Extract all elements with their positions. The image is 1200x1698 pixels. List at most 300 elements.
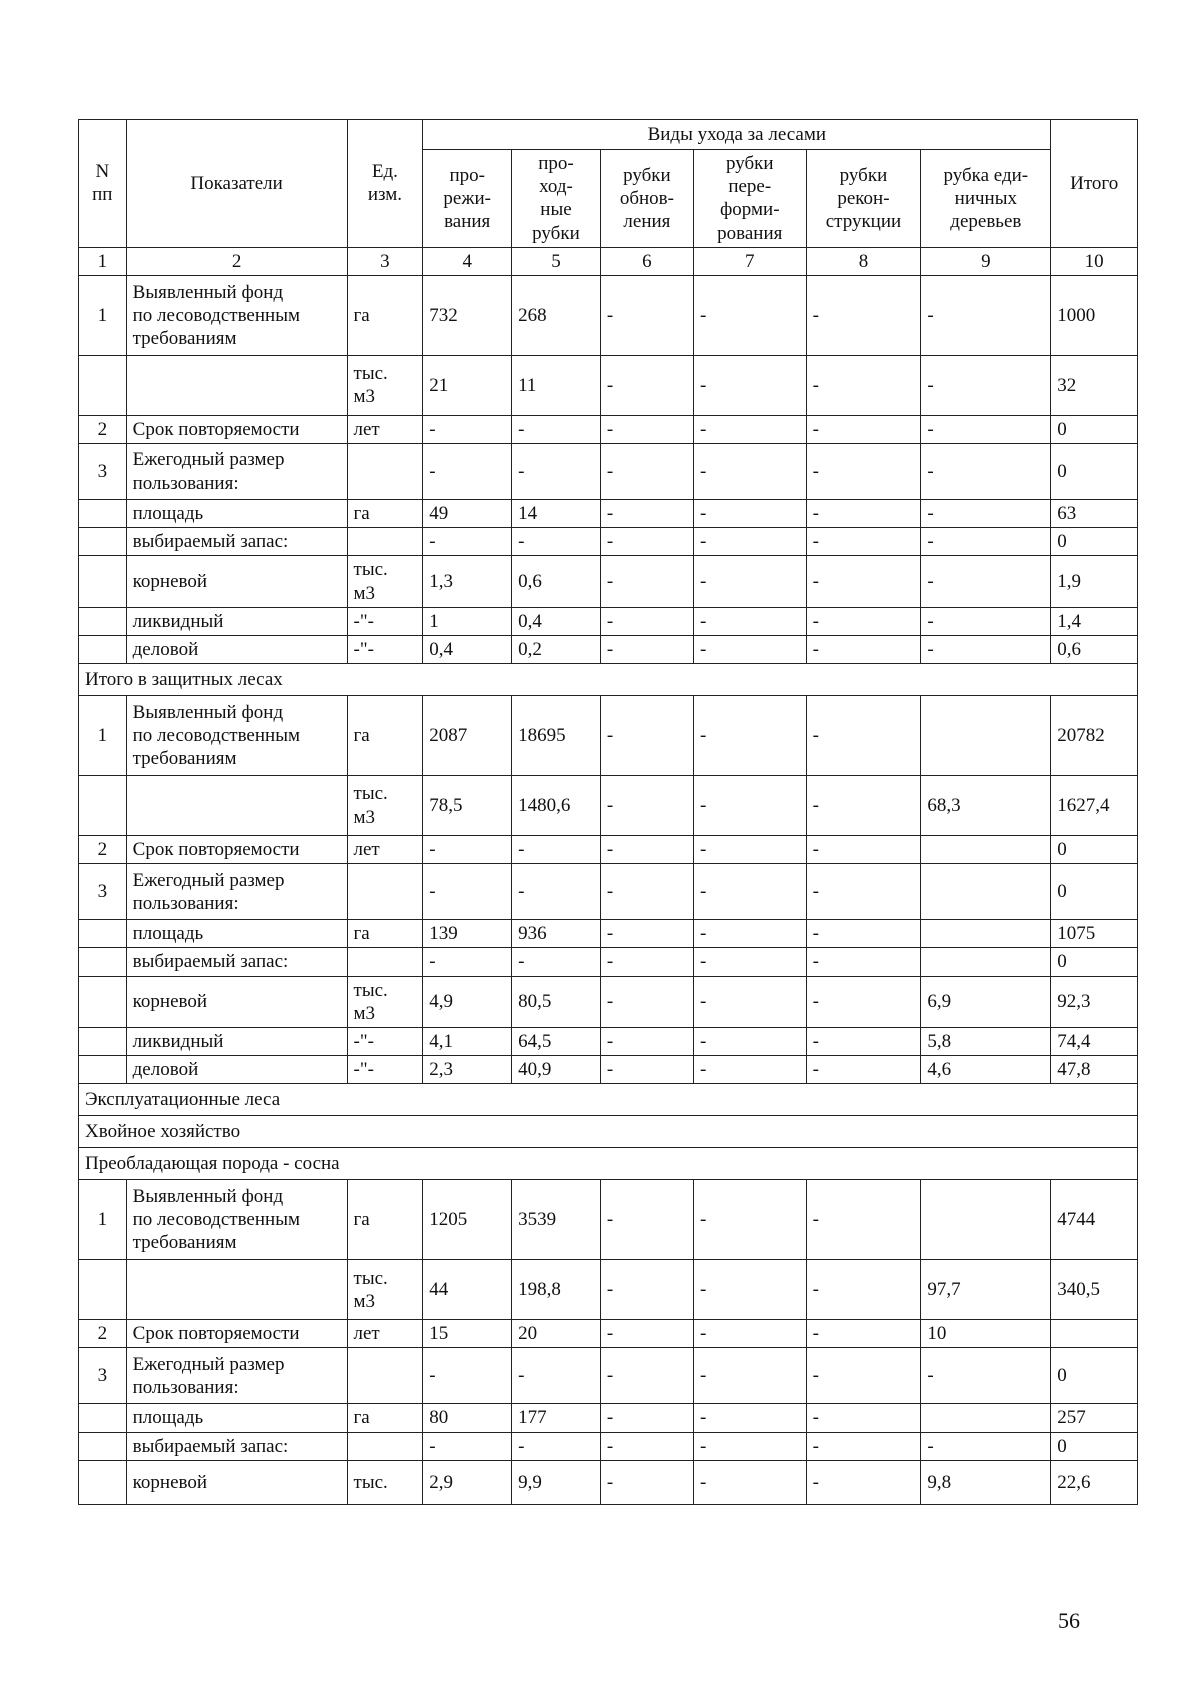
row-unit: га xyxy=(347,275,423,355)
row-number xyxy=(79,776,127,836)
row-total: 1,9 xyxy=(1051,556,1138,607)
row-total: 1075 xyxy=(1051,920,1138,948)
col-number: 3 xyxy=(347,247,423,275)
row-number xyxy=(79,976,127,1027)
row-value: 4,6 xyxy=(921,1056,1051,1084)
row-value: 18695 xyxy=(512,696,601,776)
row-value: - xyxy=(693,1320,806,1348)
row-number: 1 xyxy=(79,696,127,776)
row-label: Выявленный фонд по лесоводственным требованиям xyxy=(126,1180,347,1260)
table-row xyxy=(79,1460,1138,1504)
row-total: 63 xyxy=(1051,500,1138,528)
row-value: - xyxy=(806,976,921,1027)
row-value: 0,2 xyxy=(512,635,601,663)
col-number: 1 xyxy=(79,247,127,275)
header-type: рубки рекон- струкции xyxy=(806,150,921,248)
row-value: - xyxy=(693,1056,806,1084)
row-value: - xyxy=(693,948,806,976)
row-value: - xyxy=(600,1180,693,1260)
row-total: 74,4 xyxy=(1051,1027,1138,1055)
row-value: - xyxy=(806,1320,921,1348)
row-number: 2 xyxy=(79,836,127,864)
row-label: выбираемый запас: xyxy=(126,1432,347,1460)
row-value: - xyxy=(921,1432,1051,1460)
row-value xyxy=(921,836,1051,864)
row-number xyxy=(79,1260,127,1320)
row-number: 1 xyxy=(79,1180,127,1260)
row-value: - xyxy=(693,1348,806,1404)
row-value: - xyxy=(423,1348,512,1404)
row-unit xyxy=(347,948,423,976)
row-label: выбираемый запас: xyxy=(126,948,347,976)
row-value: 80,5 xyxy=(512,976,601,1027)
row-value: - xyxy=(600,1260,693,1320)
row-value: - xyxy=(693,275,806,355)
row-value: - xyxy=(921,556,1051,607)
row-number xyxy=(79,556,127,607)
row-value: - xyxy=(693,1027,806,1055)
row-unit: лет xyxy=(347,415,423,443)
row-value: - xyxy=(693,920,806,948)
row-label: Срок повторяемости xyxy=(126,1320,347,1348)
row-value: - xyxy=(806,948,921,976)
row-number xyxy=(79,1460,127,1504)
row-value: - xyxy=(693,1460,806,1504)
row-value: 2,3 xyxy=(423,1056,512,1084)
row-value: - xyxy=(806,1460,921,1504)
row-number xyxy=(79,920,127,948)
row-value: - xyxy=(693,1432,806,1460)
row-number xyxy=(79,500,127,528)
row-unit xyxy=(347,864,423,920)
row-value: - xyxy=(512,444,601,500)
row-number xyxy=(79,948,127,976)
row-value: - xyxy=(600,635,693,663)
row-label: площадь xyxy=(126,500,347,528)
row-value: - xyxy=(512,415,601,443)
row-number xyxy=(79,1432,127,1460)
row-value: - xyxy=(693,556,806,607)
row-total: 1627,4 xyxy=(1051,776,1138,836)
row-value: 1,3 xyxy=(423,556,512,607)
row-value: 936 xyxy=(512,920,601,948)
table-row xyxy=(79,355,1138,415)
row-total: 32 xyxy=(1051,355,1138,415)
row-value: - xyxy=(921,275,1051,355)
row-label: деловой xyxy=(126,1056,347,1084)
table-row xyxy=(79,1056,1138,1084)
row-value: - xyxy=(512,948,601,976)
row-value: - xyxy=(693,1180,806,1260)
row-value: - xyxy=(600,1404,693,1432)
row-value: - xyxy=(693,528,806,556)
col-number: 4 xyxy=(423,247,512,275)
row-value: - xyxy=(806,696,921,776)
section-title: Хвойное хозяйство xyxy=(79,1116,1138,1148)
row-value: - xyxy=(600,836,693,864)
row-value: - xyxy=(806,275,921,355)
section-row xyxy=(79,1148,1138,1180)
row-number: 2 xyxy=(79,1320,127,1348)
header-unit: Ед. изм. xyxy=(347,120,423,248)
row-value: - xyxy=(693,607,806,635)
table-row xyxy=(79,635,1138,663)
row-value: - xyxy=(921,1348,1051,1404)
row-value: - xyxy=(512,1348,601,1404)
row-value: - xyxy=(512,864,601,920)
row-value: - xyxy=(693,1404,806,1432)
row-value: 0,4 xyxy=(512,607,601,635)
row-value: - xyxy=(600,415,693,443)
row-value: 21 xyxy=(423,355,512,415)
row-unit: -"- xyxy=(347,607,423,635)
row-label: корневой xyxy=(126,976,347,1027)
row-total: 0 xyxy=(1051,836,1138,864)
row-value: - xyxy=(693,836,806,864)
row-value: - xyxy=(512,1432,601,1460)
row-value: 64,5 xyxy=(512,1027,601,1055)
row-value: - xyxy=(423,948,512,976)
row-unit: лет xyxy=(347,1320,423,1348)
row-value: - xyxy=(600,920,693,948)
header-type: рубки обнов- ления xyxy=(600,150,693,248)
row-value: 14 xyxy=(512,500,601,528)
row-value: - xyxy=(600,607,693,635)
table-row xyxy=(79,275,1138,355)
row-number: 2 xyxy=(79,415,127,443)
row-label xyxy=(126,776,347,836)
row-value: - xyxy=(423,1432,512,1460)
row-unit: га xyxy=(347,696,423,776)
row-unit: тыс. м3 xyxy=(347,776,423,836)
table-row xyxy=(79,836,1138,864)
row-unit xyxy=(347,444,423,500)
row-value: - xyxy=(600,444,693,500)
row-value: 80 xyxy=(423,1404,512,1432)
row-total: 257 xyxy=(1051,1404,1138,1432)
row-total: 0,6 xyxy=(1051,635,1138,663)
row-label: корневой xyxy=(126,1460,347,1504)
table-row xyxy=(79,1404,1138,1432)
row-unit: лет xyxy=(347,836,423,864)
row-value: 5,8 xyxy=(921,1027,1051,1055)
section-title: Эксплуатационные леса xyxy=(79,1084,1138,1116)
row-value: - xyxy=(512,836,601,864)
row-unit: тыс. xyxy=(347,1460,423,1504)
row-label: Выявленный фонд по лесоводственным требованиям xyxy=(126,696,347,776)
table-row xyxy=(79,1027,1138,1055)
table-body xyxy=(79,120,1138,1505)
row-value: - xyxy=(600,776,693,836)
table-row xyxy=(79,1320,1138,1348)
row-value: - xyxy=(693,444,806,500)
row-value: - xyxy=(693,500,806,528)
col-number: 9 xyxy=(921,247,1051,275)
section-row xyxy=(79,1116,1138,1148)
row-label: ликвидный xyxy=(126,1027,347,1055)
col-number: 5 xyxy=(512,247,601,275)
row-total: 1000 xyxy=(1051,275,1138,355)
row-unit: тыс. м3 xyxy=(347,556,423,607)
row-unit: тыс. м3 xyxy=(347,1260,423,1320)
row-label: Срок повторяемости xyxy=(126,836,347,864)
row-unit: -"- xyxy=(347,635,423,663)
row-label: корневой xyxy=(126,556,347,607)
table-row xyxy=(79,920,1138,948)
row-value: - xyxy=(693,864,806,920)
row-total: 0 xyxy=(1051,864,1138,920)
row-value: - xyxy=(806,1027,921,1055)
table-row xyxy=(79,1260,1138,1320)
row-unit: га xyxy=(347,920,423,948)
row-value xyxy=(921,948,1051,976)
table-row xyxy=(79,1432,1138,1460)
table-row xyxy=(79,1180,1138,1260)
row-number xyxy=(79,528,127,556)
row-number: 1 xyxy=(79,275,127,355)
row-label: деловой xyxy=(126,635,347,663)
col-number: 7 xyxy=(693,247,806,275)
row-unit: тыс. м3 xyxy=(347,355,423,415)
row-value: 2087 xyxy=(423,696,512,776)
row-value: 2,9 xyxy=(423,1460,512,1504)
row-value: - xyxy=(806,444,921,500)
row-unit: га xyxy=(347,1404,423,1432)
row-value: 3539 xyxy=(512,1180,601,1260)
table-row xyxy=(79,415,1138,443)
row-value: 732 xyxy=(423,275,512,355)
row-value: - xyxy=(600,355,693,415)
row-value xyxy=(921,1404,1051,1432)
row-value: 198,8 xyxy=(512,1260,601,1320)
row-value: 49 xyxy=(423,500,512,528)
row-unit: -"- xyxy=(347,1056,423,1084)
row-label: Ежегодный размер пользования: xyxy=(126,1348,347,1404)
row-value: 177 xyxy=(512,1404,601,1432)
row-value: - xyxy=(806,1348,921,1404)
row-value: 1205 xyxy=(423,1180,512,1260)
row-unit: тыс. м3 xyxy=(347,976,423,1027)
col-number: 10 xyxy=(1051,247,1138,275)
row-value: 9,9 xyxy=(512,1460,601,1504)
row-value: - xyxy=(806,556,921,607)
row-value: - xyxy=(423,444,512,500)
row-value: - xyxy=(693,1260,806,1320)
row-label: Выявленный фонд по лесоводственным требованиям xyxy=(126,275,347,355)
row-number xyxy=(79,1056,127,1084)
row-value: - xyxy=(423,415,512,443)
table-row xyxy=(79,976,1138,1027)
row-number: 3 xyxy=(79,864,127,920)
table-row xyxy=(79,528,1138,556)
row-value: - xyxy=(600,1460,693,1504)
row-total: 340,5 xyxy=(1051,1260,1138,1320)
table-row xyxy=(79,948,1138,976)
row-value: - xyxy=(600,1432,693,1460)
header-num: N пп xyxy=(79,120,127,248)
row-value: 268 xyxy=(512,275,601,355)
row-value: 4,9 xyxy=(423,976,512,1027)
row-label: Ежегодный размер пользования: xyxy=(126,444,347,500)
row-value: - xyxy=(693,355,806,415)
section-title: Преобладающая порода - сосна xyxy=(79,1148,1138,1180)
row-value: - xyxy=(512,528,601,556)
row-value: - xyxy=(600,948,693,976)
header-type: про- режи- вания xyxy=(423,150,512,248)
row-label: ликвидный xyxy=(126,607,347,635)
row-number xyxy=(79,635,127,663)
table-row xyxy=(79,500,1138,528)
row-total: 0 xyxy=(1051,444,1138,500)
row-value: - xyxy=(806,500,921,528)
row-value: - xyxy=(806,1056,921,1084)
row-total: 0 xyxy=(1051,415,1138,443)
row-value: - xyxy=(806,1260,921,1320)
row-value: 0,6 xyxy=(512,556,601,607)
table-row xyxy=(79,444,1138,500)
row-unit xyxy=(347,1348,423,1404)
col-number: 6 xyxy=(600,247,693,275)
row-number xyxy=(79,1027,127,1055)
header-total: Итого xyxy=(1051,120,1138,248)
row-value: - xyxy=(423,864,512,920)
row-value: - xyxy=(600,864,693,920)
row-label: выбираемый запас: xyxy=(126,528,347,556)
table-row xyxy=(79,556,1138,607)
row-value xyxy=(921,1180,1051,1260)
row-total: 92,3 xyxy=(1051,976,1138,1027)
section-row xyxy=(79,1084,1138,1116)
col-number: 2 xyxy=(126,247,347,275)
row-value: 11 xyxy=(512,355,601,415)
row-number: 3 xyxy=(79,1348,127,1404)
row-total: 22,6 xyxy=(1051,1460,1138,1504)
row-value: - xyxy=(806,1432,921,1460)
row-value xyxy=(921,920,1051,948)
row-label: площадь xyxy=(126,920,347,948)
row-value: - xyxy=(806,635,921,663)
row-value: 0,4 xyxy=(423,635,512,663)
row-number: 3 xyxy=(79,444,127,500)
row-value: - xyxy=(600,1056,693,1084)
row-value: - xyxy=(600,1027,693,1055)
row-value: - xyxy=(921,607,1051,635)
table-row xyxy=(79,864,1138,920)
row-value: - xyxy=(806,920,921,948)
row-value: - xyxy=(806,836,921,864)
row-total: 0 xyxy=(1051,1432,1138,1460)
table-row xyxy=(79,1348,1138,1404)
row-value: - xyxy=(600,1348,693,1404)
row-value: 6,9 xyxy=(921,976,1051,1027)
row-total: 0 xyxy=(1051,528,1138,556)
section-row xyxy=(79,664,1138,696)
row-value: - xyxy=(693,635,806,663)
row-value: - xyxy=(806,415,921,443)
row-value: 78,5 xyxy=(423,776,512,836)
row-value: - xyxy=(423,836,512,864)
row-value: - xyxy=(600,696,693,776)
header-type: рубки пере- форми- рования xyxy=(693,150,806,248)
row-value: 15 xyxy=(423,1320,512,1348)
row-label xyxy=(126,355,347,415)
row-value: - xyxy=(921,415,1051,443)
row-unit: га xyxy=(347,1180,423,1260)
row-value: 40,9 xyxy=(512,1056,601,1084)
row-value: - xyxy=(806,864,921,920)
row-label: Срок повторяемости xyxy=(126,415,347,443)
page-number: 56 xyxy=(1058,1608,1080,1633)
row-unit xyxy=(347,1432,423,1460)
row-value: - xyxy=(693,976,806,1027)
row-number xyxy=(79,607,127,635)
row-value: - xyxy=(806,528,921,556)
row-value: - xyxy=(600,528,693,556)
header-type: про- ход- ные рубки xyxy=(512,150,601,248)
section-title: Итого в защитных лесах xyxy=(79,664,1138,696)
row-total: 0 xyxy=(1051,948,1138,976)
row-value: - xyxy=(600,976,693,1027)
row-value: 10 xyxy=(921,1320,1051,1348)
table-row xyxy=(79,776,1138,836)
row-total: 0 xyxy=(1051,1348,1138,1404)
row-value: 44 xyxy=(423,1260,512,1320)
row-value: 139 xyxy=(423,920,512,948)
row-value: - xyxy=(806,776,921,836)
row-value: - xyxy=(806,1404,921,1432)
row-value: - xyxy=(693,415,806,443)
table-row xyxy=(79,607,1138,635)
row-value: - xyxy=(921,444,1051,500)
row-value: - xyxy=(600,1320,693,1348)
row-number xyxy=(79,355,127,415)
row-value: - xyxy=(600,275,693,355)
row-total: 1,4 xyxy=(1051,607,1138,635)
row-value: - xyxy=(806,607,921,635)
row-value: - xyxy=(806,355,921,415)
col-number: 8 xyxy=(806,247,921,275)
row-value: - xyxy=(921,528,1051,556)
row-value xyxy=(921,864,1051,920)
header-indicator: Показатели xyxy=(126,120,347,248)
row-value: - xyxy=(806,1180,921,1260)
row-value: - xyxy=(600,556,693,607)
row-value: - xyxy=(693,696,806,776)
row-value: 1480,6 xyxy=(512,776,601,836)
row-total xyxy=(1051,1320,1138,1348)
row-value: - xyxy=(921,635,1051,663)
row-number xyxy=(79,1404,127,1432)
row-label xyxy=(126,1260,347,1320)
row-value: 68,3 xyxy=(921,776,1051,836)
row-value: 97,7 xyxy=(921,1260,1051,1320)
row-unit: га xyxy=(347,500,423,528)
row-value: 4,1 xyxy=(423,1027,512,1055)
row-unit: -"- xyxy=(347,1027,423,1055)
row-value: - xyxy=(921,500,1051,528)
row-total: 20782 xyxy=(1051,696,1138,776)
row-value: 9,8 xyxy=(921,1460,1051,1504)
header-group: Виды ухода за лесами xyxy=(423,120,1051,150)
row-value: - xyxy=(921,355,1051,415)
row-value: - xyxy=(693,776,806,836)
row-total: 4744 xyxy=(1051,1180,1138,1260)
table-row xyxy=(79,696,1138,776)
row-value xyxy=(921,696,1051,776)
row-value: - xyxy=(600,500,693,528)
row-total: 47,8 xyxy=(1051,1056,1138,1084)
row-value: 1 xyxy=(423,607,512,635)
